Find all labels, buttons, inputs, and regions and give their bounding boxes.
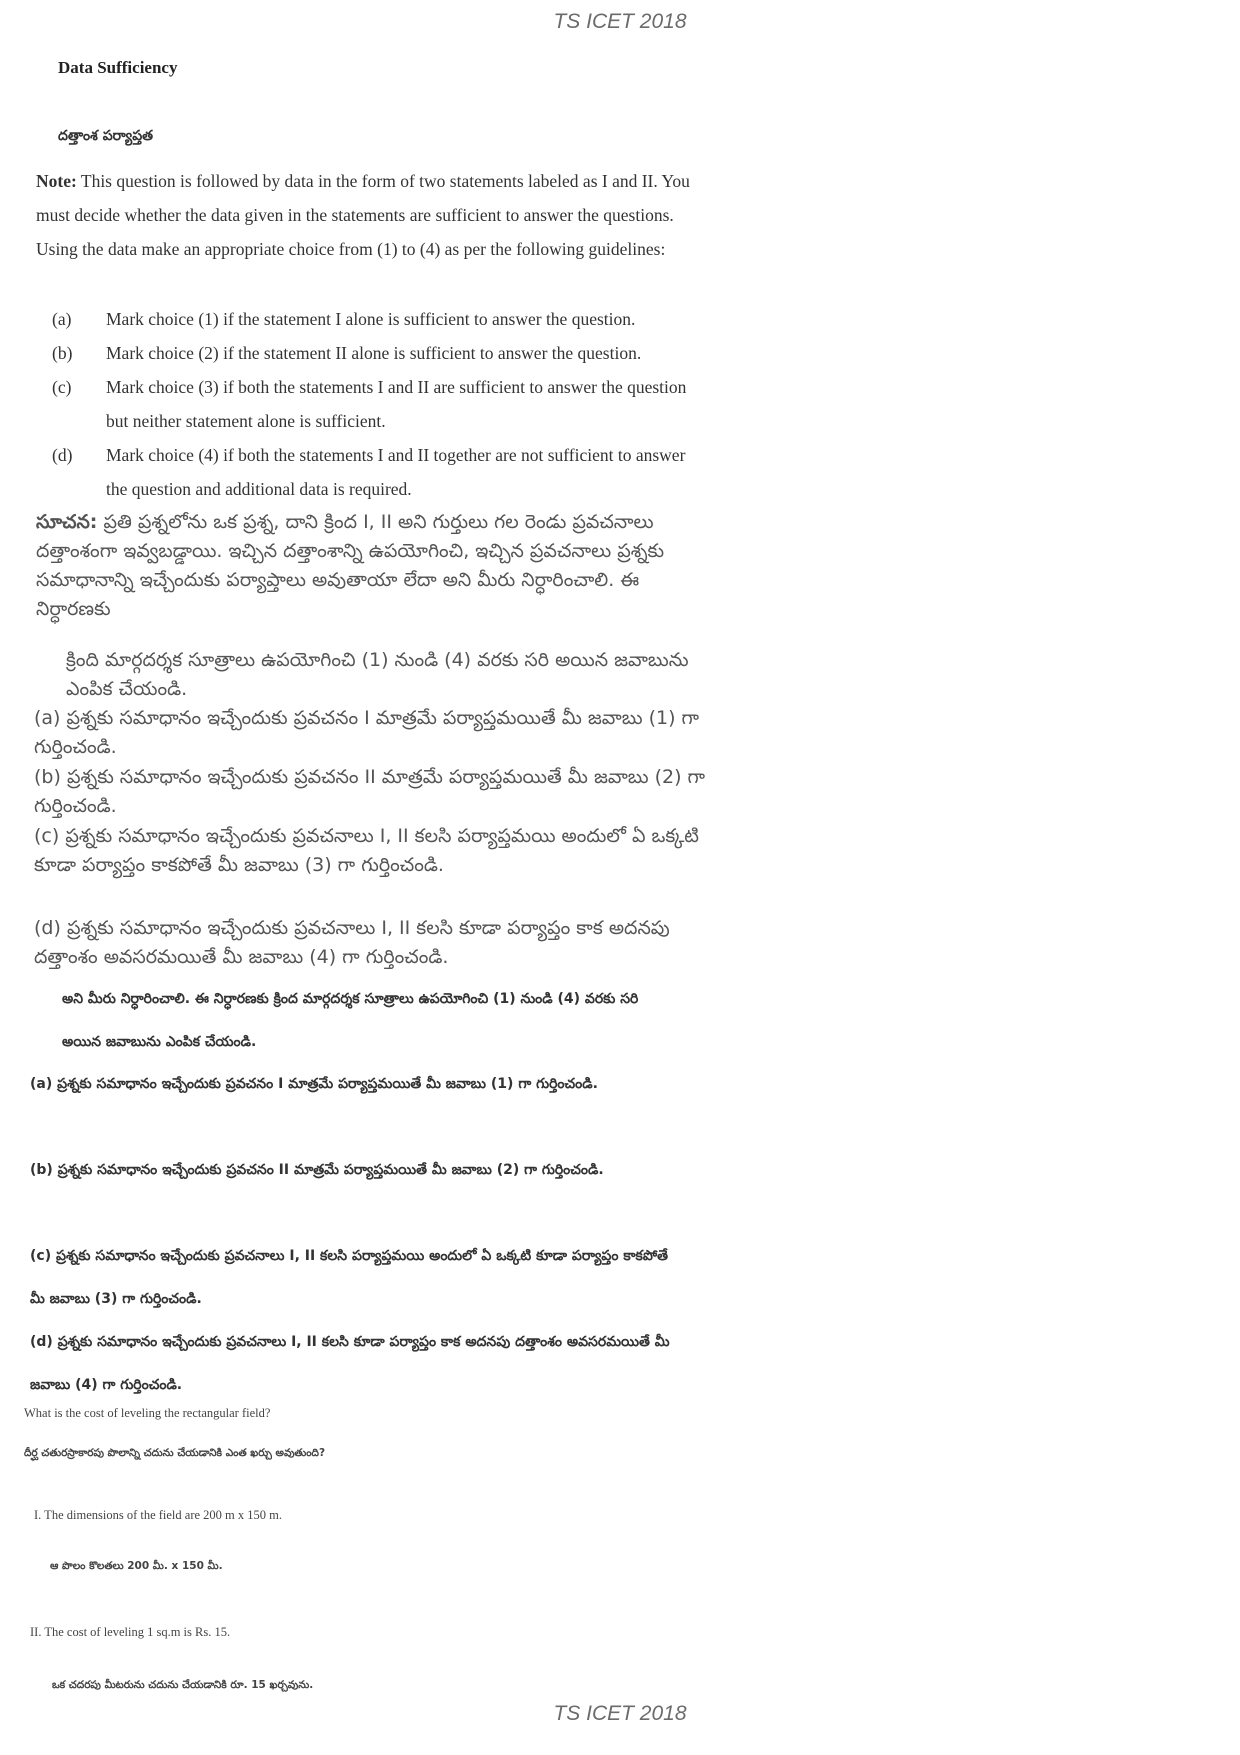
rule-text: Mark choice (4) if both the statements I and II together are not sufficient to answer the question and additional data is required.	[106, 445, 686, 499]
rule-marker: (c)	[52, 377, 72, 397]
rule-text: Mark choice (2) if the statement II alone is sufficient to answer the question.	[106, 343, 642, 363]
section-title: Data Sufficiency	[58, 58, 178, 77]
rule-text: ప్రశ్నకు సమాధానం ఇచ్చేందుకు ప్రవచనాలు I, II కలసి పర్యాప్తమయి అందులో ఏ ఒక్కటి కూడా పర్యాప్తం కాకపోతే మీ జవాబు (3) గా గుర్తించండి.	[34, 825, 699, 876]
rule-marker: (b)	[52, 343, 73, 363]
rule-text: ప్రశ్నకు సమాధానం ఇచ్చేందుకు ప్రవచనం I మాత్రమే పర్యాప్తమయితే మీ జవాబు (1) గా గుర్తించండి.	[34, 707, 700, 758]
note-block	[36, 164, 708, 266]
rule-marker: (d)	[30, 1334, 53, 1350]
rule-text: Mark choice (1) if the statement I alone is sufficient to answer the question.	[106, 309, 636, 329]
telugu-note-label: సూచన:	[36, 511, 98, 533]
telugu-rule-a	[34, 704, 706, 762]
rule-marker: (d)	[52, 445, 73, 465]
rule-c	[52, 370, 708, 438]
rule-marker: (a)	[30, 1076, 53, 1092]
telugu-repeat-rule-d	[30, 1321, 674, 1407]
telugu-repeat-rule-a	[30, 1063, 674, 1106]
rule-marker: (a)	[52, 309, 72, 329]
rule-b	[52, 336, 708, 370]
telugu-repeat-rule-c	[30, 1235, 674, 1321]
rule-text: ప్రశ్నకు సమాధానం ఇచ్చేందుకు ప్రవచనం II మాత్రమే పర్యాప్తమయితే మీ జవాబు (2) గా గుర్తించండి.	[57, 1162, 604, 1178]
rule-a	[52, 302, 708, 336]
statement-2-telugu: ఒక చదరపు మీటరును చదును చేయడానికి రూ. 15 ఖర్చవును.	[52, 1679, 314, 1691]
rule-text: Mark choice (3) if both the statements I and II are sufficient to answer the question but neither statement alone is sufficient.	[106, 377, 687, 431]
telugu-note-text: ప్రతి ప్రశ్నలోను ఒక ప్రశ్న, దాని క్రింద I, II అని గుర్తులు గల రెండు ప్రవచనాలు దత్తాంశంగా ఇవ్వబడ్డాయి. ఇచ్చిన దత్తాంశాన్ని ఉపయోగించి, ఇచ్చిన ప్రవచనాలు ప్రశ్నకు సమాధానాన్ని ఇచ్చేందుకు పర్యాప్తాలు అవుతాయా లేదా అని మీరు నిర్ధారించాలి. ఈ నిర్ధారణకు	[36, 511, 665, 620]
telugu-rule-d	[34, 914, 706, 972]
note-text: This question is followed by data in the form of two statements labeled as I and II. You must decide whether the data given in the statements are sufficient to answer the questions. Using the data make an appropriate choice from (1) to (4) as per the following guidelines:	[36, 171, 690, 259]
telugu-note-continued: క్రింది మార్గదర్శక సూత్రాలు ఉపయోగించి (1) నుండి (4) వరకు సరి అయిన జవాబును ఎంపిక చేయండి.	[66, 649, 689, 700]
rule-marker: (c)	[34, 825, 60, 847]
rule-marker: (b)	[30, 1162, 53, 1178]
rule-text: ప్రశ్నకు సమాధానం ఇచ్చేందుకు ప్రవచనాలు I, II కలసి కూడా పర్యాప్తం కాక అదనపు దత్తాంశం అవసరమయితే మీ జవాబు (4) గా గుర్తించండి.	[30, 1334, 670, 1393]
telugu-note	[36, 508, 706, 624]
section-title-telugu: దత్తాంశ పర్యాప్తత	[58, 128, 154, 144]
telugu-repeat-intro: అని మీరు నిర్ధారించాలి. ఈ నిర్ధారణకు క్రింద మార్గదర్శక సూత్రాలు ఉపయోగించి (1) నుండి (4) వరకు సరి అయిన జవాబును ఎంపిక చేయండి.	[62, 991, 639, 1050]
note-label: Note:	[36, 171, 77, 191]
statement-1-english: I. The dimensions of the field are 200 m x 150 m.	[34, 1508, 282, 1522]
rule-marker: (c)	[30, 1248, 52, 1264]
rule-marker: (b)	[34, 766, 61, 788]
telugu-rule-b	[34, 763, 706, 821]
rule-text: ప్రశ్నకు సమాధానం ఇచ్చేందుకు ప్రవచనం II మాత్రమే పర్యాప్తమయితే మీ జవాబు (2) గా గుర్తించండి.	[34, 766, 706, 817]
rule-marker: (a)	[34, 707, 61, 729]
page-header: TS ICET 2018	[553, 10, 687, 33]
rule-d	[52, 438, 708, 506]
question-telugu: దీర్ఘ చతురస్రాకారపు పొలాన్ని చదును చేయడానికి ఎంత ఖర్చు అవుతుంది?	[24, 1447, 326, 1459]
rule-text: ప్రశ్నకు సమాధానం ఇచ్చేందుకు ప్రవచనాలు I, II కలసి పర్యాప్తమయి అందులో ఏ ఒక్కటి కూడా పర్యాప్తం కాకపోతే మీ జవాబు (3) గా గుర్తించండి.	[30, 1248, 669, 1307]
question-english: What is the cost of leveling the rectangular field?	[24, 1406, 271, 1420]
rule-text: ప్రశ్నకు సమాధానం ఇచ్చేందుకు ప్రవచనాలు I, II కలసి కూడా పర్యాప్తం కాక అదనపు దత్తాంశం అవసరమయితే మీ జవాబు (4) గా గుర్తించండి.	[34, 917, 670, 968]
telugu-rule-c	[34, 822, 706, 880]
page-footer: TS ICET 2018	[553, 1702, 687, 1725]
telugu-repeat-rule-b	[30, 1149, 674, 1192]
statement-1-telugu: ఆ పొలం కొలతలు 200 మీ. x 150 మీ.	[50, 1560, 223, 1572]
rule-text: ప్రశ్నకు సమాధానం ఇచ్చేందుకు ప్రవచనం I మాత్రమే పర్యాప్తమయితే మీ జవాబు (1) గా గుర్తించండి.	[57, 1076, 598, 1092]
statement-2-english: II. The cost of leveling 1 sq.m is Rs. 15.	[30, 1625, 231, 1639]
rule-marker: (d)	[34, 917, 61, 939]
